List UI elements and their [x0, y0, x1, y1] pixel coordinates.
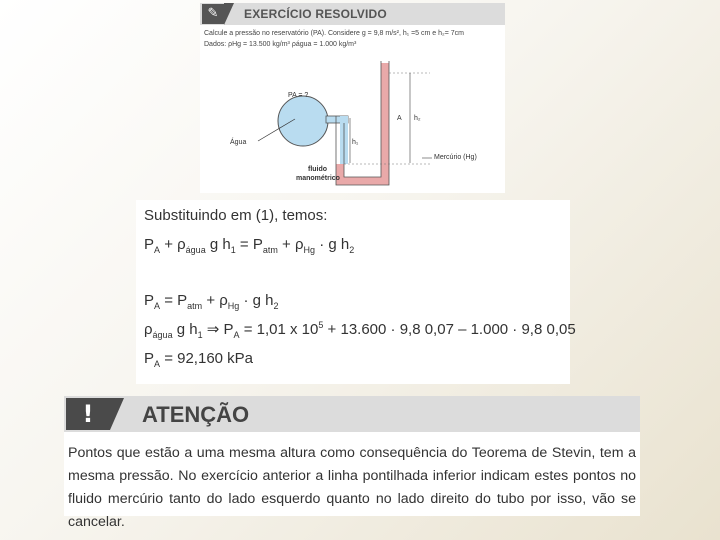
agua-label: Água [230, 139, 247, 146]
u-tube-walls [336, 61, 389, 185]
a-label: A [397, 115, 402, 122]
pencil-icon: ✎ [202, 4, 224, 24]
fluid-label-1: fluido [308, 166, 328, 173]
exclamation-icon: ! [66, 398, 110, 430]
exercise-statement: Calcule a pressão no reservatório (PA). Considere g = 9,8 m/s², h₁ =5 cm e h₂= 7cm [204, 30, 464, 37]
attention-header [64, 396, 640, 432]
exercise-panel [200, 3, 505, 193]
exercise-data: Dados: ρHg = 13.500 kg/m³ ρágua = 1.000 kg/m³ [204, 41, 357, 48]
equation-3: $\rho_{água}$ g $h_1$ ⇒ $P_A = 1,01$ x $10^5 + 13.600 \cdot 9,8$ 0,07 – 1.000 · 9,8 0,05 [144, 320, 576, 340]
h2-label: h₂ [414, 115, 421, 122]
attention-body: Pontos que estão a uma mesma altura como consequência do Teorema de Stevin, tem a mesma pressão. No exercício anterior a linha pontilhada inferior indicam estes pontos no fluido mercúrio tanto do lado esquerdo quanto no lado direito do tubo por isso, vão se cancelar. [68, 445, 636, 530]
header-slash [110, 398, 124, 430]
equation-4: $P_A = 92,160$ kPa [144, 350, 254, 369]
attention-title: ATENÇÃO [142, 402, 250, 427]
equation-2: $P_A = P_{atm} + \rho_{Hg} \cdot g$ $h_2$ [144, 292, 279, 311]
fluid-label-2: manométrico [296, 175, 340, 182]
equation-1: $P_A + \rho_{água}$ g $h_1 = P_{atm} + \rho_{Hg} \cdot g$ $h_2$ [144, 236, 355, 255]
attention-panel [64, 396, 640, 530]
exercise-title: EXERCÍCIO RESOLVIDO [244, 7, 387, 21]
solution-intro: Substituindo em (1), temos: [144, 207, 328, 224]
reservoir-tank [278, 96, 328, 146]
manometer-diagram [200, 3, 505, 193]
solution-panel [136, 200, 576, 384]
h1-label: h₁ [352, 139, 359, 146]
pa-label: PA = ? [288, 92, 309, 99]
mercurio-label: Mercúrio (Hg) [434, 154, 477, 161]
